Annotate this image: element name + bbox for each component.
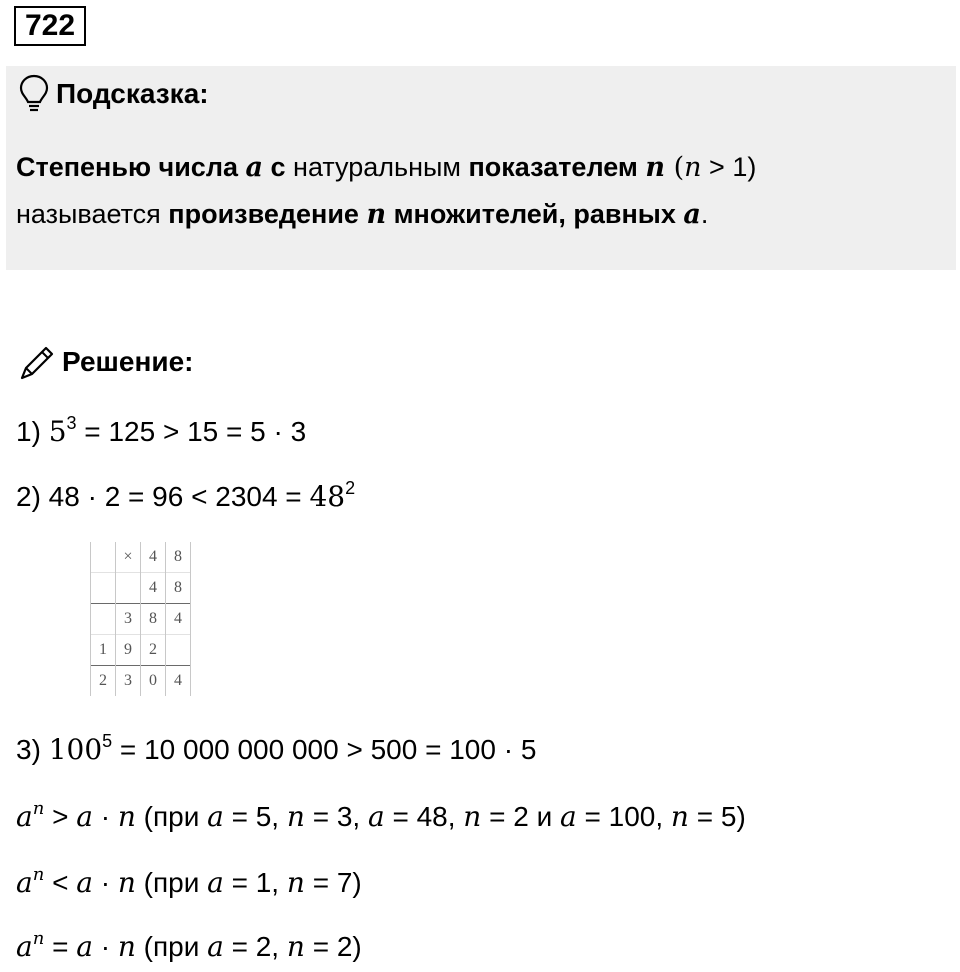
digit-cell: 0 bbox=[141, 666, 166, 697]
solution-line-2 bbox=[16, 480, 355, 513]
power-base: 48 bbox=[309, 480, 346, 513]
power-exponent: 2 bbox=[345, 478, 356, 498]
digit-cell: 3 bbox=[116, 666, 141, 697]
math-var: a bbox=[683, 199, 701, 230]
solution-line-3 bbox=[16, 733, 536, 766]
digit-cell bbox=[91, 542, 116, 573]
line-text: = 125 > 15 = 5 · 3 bbox=[76, 416, 307, 447]
digit-cell: 3 bbox=[116, 604, 141, 635]
lightbulb-icon bbox=[18, 74, 50, 114]
math-var: n bbox=[684, 152, 702, 183]
math-var: n bbox=[286, 866, 305, 899]
power-base: 100 bbox=[48, 733, 103, 766]
line-text: 2) 48 · 2 = 96 < 2304 = bbox=[16, 481, 310, 512]
math-var: n bbox=[366, 199, 387, 230]
math-var: a bbox=[76, 866, 93, 899]
math-var: a bbox=[207, 800, 224, 833]
digit-cell: 8 bbox=[166, 542, 191, 573]
math-var: n bbox=[286, 930, 305, 963]
digit-cell: 8 bbox=[141, 604, 166, 635]
digit-cell bbox=[91, 573, 116, 604]
hint-text-part: множителей, равных bbox=[386, 199, 684, 229]
power-base: 5 bbox=[48, 415, 67, 448]
line-text: = 1, bbox=[223, 867, 287, 898]
math-var: n bbox=[286, 800, 305, 833]
digit-cell: 4 bbox=[166, 666, 191, 697]
math-var: a bbox=[207, 866, 224, 899]
math-var: n bbox=[463, 800, 482, 833]
power-exponent: n bbox=[32, 928, 45, 949]
line-text: = 10 000 000 000 > 500 = 100 · 5 bbox=[112, 734, 537, 765]
line-text: = 5) bbox=[688, 801, 746, 832]
line-label: 1) bbox=[16, 416, 49, 447]
hint-text-part: > 1) bbox=[701, 152, 757, 182]
digit-cell: 2 bbox=[141, 635, 166, 666]
power-exponent: n bbox=[32, 798, 45, 819]
hint-text-part: показателем bbox=[468, 152, 646, 182]
digit-cell bbox=[116, 573, 141, 604]
math-var: n bbox=[117, 866, 136, 899]
power-exponent: n bbox=[32, 864, 45, 885]
hint-text-part: ( bbox=[665, 152, 685, 183]
power-exponent: 3 bbox=[66, 413, 77, 433]
digit-cell: 9 bbox=[116, 635, 141, 666]
math-var: a bbox=[16, 866, 33, 899]
problem-number: 722 bbox=[14, 6, 86, 46]
line-text: = bbox=[44, 931, 77, 962]
line-text: (при bbox=[135, 867, 208, 898]
digit-cell: × bbox=[116, 542, 141, 573]
math-var: n bbox=[670, 800, 689, 833]
solution-title: Решение: bbox=[62, 346, 194, 377]
line-text: = 2, bbox=[223, 931, 287, 962]
math-var: n bbox=[117, 930, 136, 963]
line-text: (при bbox=[135, 801, 208, 832]
line-text: = 7) bbox=[304, 867, 362, 898]
hint-text bbox=[16, 144, 936, 238]
line-text: = 100, bbox=[576, 801, 671, 832]
line-text: > bbox=[44, 801, 77, 832]
math-var: a bbox=[76, 930, 93, 963]
line-text: · bbox=[92, 867, 118, 898]
solution-line-5 bbox=[16, 866, 362, 899]
line-text: = 3, bbox=[304, 801, 368, 832]
digit-cell: 4 bbox=[141, 573, 166, 604]
solution-line-6 bbox=[16, 930, 362, 963]
hint-text-part: называется bbox=[16, 199, 169, 229]
solution-line-1 bbox=[16, 415, 306, 448]
line-text: (при bbox=[135, 931, 208, 962]
math-var: a bbox=[245, 152, 263, 183]
math-var: n bbox=[117, 800, 136, 833]
digit-cell: 2 bbox=[91, 666, 116, 697]
line-text: = 2) bbox=[304, 931, 362, 962]
digit-cell: 8 bbox=[166, 573, 191, 604]
math-var: a bbox=[16, 930, 33, 963]
multiplication-table bbox=[90, 542, 191, 696]
digit-cell: 1 bbox=[91, 635, 116, 666]
hint-text-part: натуральным bbox=[285, 152, 469, 182]
line-text: = 48, bbox=[384, 801, 464, 832]
line-label: 3) bbox=[16, 734, 49, 765]
math-var: a bbox=[367, 800, 385, 833]
math-var: a bbox=[207, 930, 224, 963]
hint-text-part: Степенью числа bbox=[16, 152, 246, 182]
math-var: a bbox=[560, 800, 577, 833]
math-var: a bbox=[76, 800, 93, 833]
line-text: · bbox=[92, 801, 118, 832]
line-text: = 2 и bbox=[481, 801, 561, 832]
digit-cell bbox=[91, 604, 116, 635]
line-text: < bbox=[44, 867, 77, 898]
pencil-icon bbox=[18, 342, 58, 382]
digit-cell: 4 bbox=[141, 542, 166, 573]
line-text: · bbox=[92, 931, 118, 962]
solution-line-4 bbox=[16, 800, 746, 833]
hint-title: Подсказка: bbox=[56, 78, 209, 109]
hint-text-part: с bbox=[263, 152, 286, 182]
hint-text-part: произведение bbox=[168, 199, 367, 229]
digit-cell bbox=[166, 635, 191, 666]
hint-text-part: . bbox=[700, 199, 709, 229]
math-var: a bbox=[16, 800, 33, 833]
line-text: = 5, bbox=[223, 801, 287, 832]
power-exponent: 5 bbox=[102, 731, 113, 751]
digit-cell: 4 bbox=[166, 604, 191, 635]
math-var: n bbox=[645, 152, 666, 183]
